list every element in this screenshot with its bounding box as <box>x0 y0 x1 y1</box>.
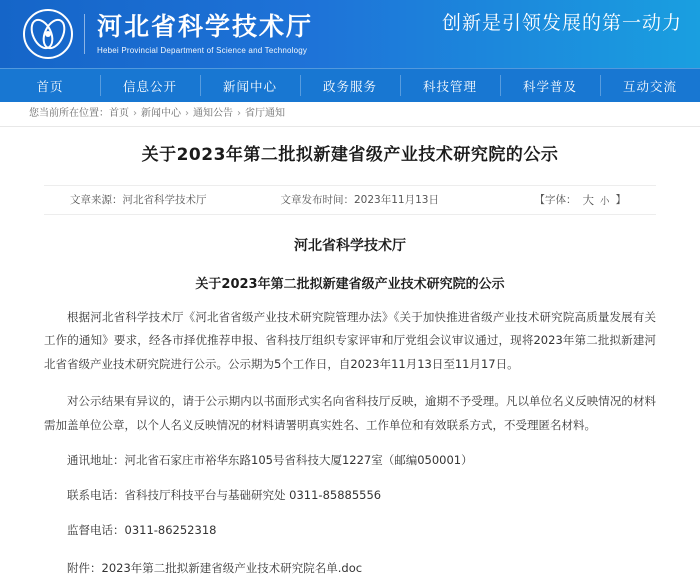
nav-item-news-center[interactable]: 新闻中心 <box>200 69 300 102</box>
site-header <box>0 0 700 68</box>
page-title: 关于2023年第二批拟新建省级产业技术研究院的公示 <box>141 145 559 165</box>
breadcrumb-item-announcements[interactable]: 通知公告 <box>193 108 233 119</box>
breadcrumb-separator: › <box>237 108 241 119</box>
nav-item-home[interactable]: 首页 <box>36 78 64 94</box>
document-subject-heading: 关于2023年第二批拟新建省级产业技术研究院的公示 <box>195 276 505 292</box>
nav-item-interaction[interactable]: 互动交流 <box>600 69 700 102</box>
breadcrumb-item-home[interactable]: 首页 <box>109 108 129 119</box>
attachment-row <box>44 557 656 580</box>
breadcrumb <box>29 102 671 126</box>
contact-phone: 联系电话：省科技厅科技平台与基础研究处 0311-85885556 <box>67 487 382 502</box>
font-size-large-button[interactable]: 大 <box>582 192 594 207</box>
font-size-small-button[interactable]: 小 <box>599 195 610 207</box>
contact-address: 通讯地址：河北省石家庄市裕华东路105号省科技大厦1227室（邮编050001） <box>67 452 473 467</box>
nav-item-science-popularization[interactable]: 科学普及 <box>500 69 600 102</box>
header-slogan: 创新是引领发展的第一动力 <box>441 12 682 34</box>
attachment-file-link[interactable]: 2023年第二批拟新建省级产业技术研究院名单.doc <box>101 560 363 575</box>
org-name-en: Hebei Provincial Department of Science and Technology <box>97 45 308 55</box>
brand-text <box>97 13 313 55</box>
brand-divider <box>84 14 85 54</box>
attachment-label: 附件： <box>67 560 102 575</box>
breadcrumb-item-provincial-notice[interactable]: 省厅通知 <box>245 108 285 119</box>
breadcrumb-separator: › <box>133 108 137 119</box>
breadcrumb-bar <box>0 102 700 127</box>
font-size-controls <box>534 192 626 208</box>
font-size-label-end: 】 <box>615 194 626 206</box>
hebei-science-tech-emblem-icon <box>22 8 74 60</box>
nav-item-science-tech-management[interactable]: 科技管理 <box>400 69 500 102</box>
breadcrumb-item-news-center[interactable]: 新闻中心 <box>141 108 181 119</box>
article-paragraph: 根据河北省科学技术厅《河北省省级产业技术研究院管理办法》《关于加快推进省级产业技术研究院高质量发展有关工作的通知》要求，经各市择优推荐申报、省科技厅组织专家评审和厅党组会议审议通过，现将2023年第二批拟新建河北省省级产业技术研究院进行公示。公示期为5个工作日，自2023年11月13日至11月17日。 <box>44 309 656 371</box>
article-container <box>44 127 656 580</box>
document-issuer-heading: 河北省科学技术厅 <box>294 237 406 254</box>
article-source: 文章来源：河北省科学技术厅 <box>70 194 207 206</box>
breadcrumb-prefix: 您当前所在位置： <box>29 108 109 119</box>
font-size-label: 【字体： <box>534 194 577 206</box>
article-publish-date: 文章发布时间：2023年11月13日 <box>280 194 439 206</box>
main-navigation <box>0 68 700 102</box>
breadcrumb-separator: › <box>185 108 189 119</box>
nav-item-government-services[interactable]: 政务服务 <box>300 69 400 102</box>
org-name-cn: 河北省科学技术厅 <box>97 12 314 42</box>
article-meta-bar <box>44 185 656 215</box>
article-paragraph: 对公示结果有异议的，请于公示期内以书面形式实名向省科技厅反映，逾期不予受理。凡以单位名义反映情况的材料需加盖单位公章，以个人名义反映情况的材料请署明真实姓名、工作单位和有效联系方式，不受理匿名材料。 <box>44 394 656 432</box>
supervision-phone: 监督电话：0311-86252318 <box>67 522 217 537</box>
nav-item-information-disclosure[interactable]: 信息公开 <box>100 69 200 102</box>
